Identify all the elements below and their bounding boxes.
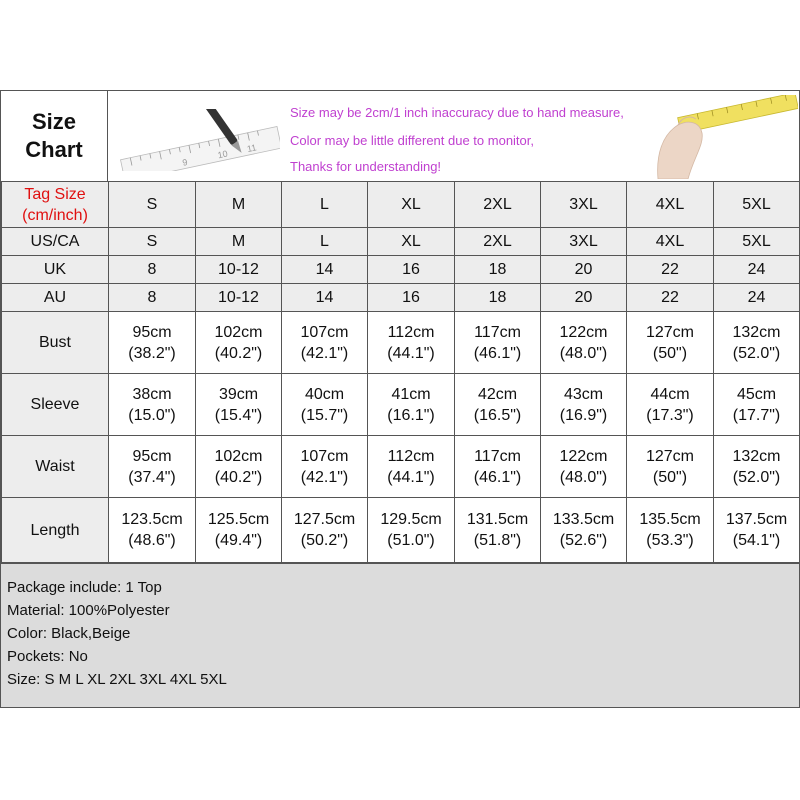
length-m-cm: 125.5cm bbox=[207, 511, 270, 528]
waist-4xl bbox=[626, 436, 713, 497]
table-row-waist bbox=[0, 436, 800, 498]
length-s-inch: (48.6") bbox=[128, 532, 176, 549]
length-xl-cm: 129.5cm bbox=[380, 511, 442, 528]
bust-3xl-cm: 122cm bbox=[559, 323, 608, 341]
au-4xl: 22 bbox=[626, 284, 713, 311]
waist-3xl bbox=[540, 436, 626, 497]
uk-3xl: 20 bbox=[540, 256, 626, 283]
sleeve-xl-cm: 41cm bbox=[391, 385, 431, 403]
tag-size-3xl: 3XL bbox=[540, 182, 626, 227]
length-2xl bbox=[454, 498, 540, 562]
sleeve-5xl-inch: (17.7") bbox=[732, 406, 781, 424]
length-m bbox=[195, 498, 281, 562]
us-ca-3xl: 3XL bbox=[540, 228, 626, 255]
note-thanks: Thanks for understanding! bbox=[290, 159, 442, 174]
ruler-number-10: 10 bbox=[216, 148, 229, 161]
sleeve-2xl bbox=[454, 374, 540, 435]
length-4xl-inch: (53.3") bbox=[646, 532, 694, 549]
waist-l-inch: (42.1") bbox=[300, 468, 349, 486]
bust-2xl bbox=[454, 312, 540, 373]
bust-m-inch: (40.2") bbox=[214, 344, 263, 362]
info-material: Material: 100%Polyester bbox=[7, 602, 170, 619]
bust-xl-inch: (44.1") bbox=[387, 344, 435, 362]
length-l bbox=[281, 498, 367, 562]
bust-4xl-cm: 127cm bbox=[645, 323, 695, 341]
au-3xl: 20 bbox=[540, 284, 626, 311]
bust-l bbox=[281, 312, 367, 373]
sleeve-4xl-cm: 44cm bbox=[650, 385, 690, 403]
tag-size-label-line-2: (cm/inch) bbox=[22, 206, 88, 224]
row-label-bust: Bust bbox=[1, 312, 108, 373]
bust-3xl bbox=[540, 312, 626, 373]
waist-4xl-inch: (50") bbox=[652, 468, 688, 486]
row-label-uk: UK bbox=[1, 256, 108, 283]
bust-5xl bbox=[713, 312, 799, 373]
row-label-sleeve: Sleeve bbox=[1, 374, 108, 435]
sleeve-2xl-cm: 42cm bbox=[477, 385, 518, 403]
row-label-waist: Waist bbox=[1, 436, 108, 497]
table-row-uk bbox=[0, 256, 800, 284]
title-line-2: Chart bbox=[25, 137, 83, 162]
waist-s-inch: (37.4") bbox=[128, 468, 176, 486]
bust-xl-cm: 112cm bbox=[387, 323, 435, 341]
sleeve-l bbox=[281, 374, 367, 435]
title-line-1: Size bbox=[31, 109, 77, 134]
us-ca-2xl: 2XL bbox=[454, 228, 540, 255]
bust-s bbox=[108, 312, 195, 373]
length-5xl-inch: (54.1") bbox=[732, 532, 781, 549]
au-2xl: 18 bbox=[454, 284, 540, 311]
sleeve-5xl bbox=[713, 374, 799, 435]
sleeve-m-cm: 39cm bbox=[218, 385, 259, 403]
bust-m-cm: 102cm bbox=[214, 323, 263, 341]
length-l-cm: 127.5cm bbox=[293, 511, 356, 528]
waist-2xl-cm: 117cm bbox=[474, 447, 521, 465]
waist-xl-cm: 112cm bbox=[387, 447, 435, 465]
ruler-number-11: 11 bbox=[246, 142, 258, 155]
au-m: 10-12 bbox=[195, 284, 281, 311]
waist-l bbox=[281, 436, 367, 497]
length-3xl-inch: (52.6") bbox=[559, 532, 608, 549]
au-l: 14 bbox=[281, 284, 367, 311]
row-label-au: AU bbox=[1, 284, 108, 311]
table-row-sleeve bbox=[0, 374, 800, 436]
tag-size-4xl: 4XL bbox=[626, 182, 713, 227]
length-m-inch: (49.4") bbox=[214, 532, 263, 549]
ruler-pen-illustration bbox=[120, 109, 280, 171]
sleeve-5xl-cm: 45cm bbox=[736, 385, 777, 403]
bust-4xl bbox=[626, 312, 713, 373]
length-s bbox=[108, 498, 195, 562]
info-sizes: Size: S M L XL 2XL 3XL 4XL 5XL bbox=[7, 671, 227, 688]
uk-2xl: 18 bbox=[454, 256, 540, 283]
row-label-us-ca: US/CA bbox=[1, 228, 108, 255]
chart-header bbox=[0, 90, 800, 182]
us-ca-xl: XL bbox=[367, 228, 454, 255]
uk-5xl: 24 bbox=[713, 256, 799, 283]
table-row-length bbox=[0, 498, 800, 563]
waist-5xl-cm: 132cm bbox=[732, 447, 781, 465]
us-ca-5xl: 5XL bbox=[713, 228, 799, 255]
sleeve-4xl bbox=[626, 374, 713, 435]
length-5xl bbox=[713, 498, 799, 562]
tag-size-label-line-1: Tag Size bbox=[24, 185, 86, 203]
waist-2xl bbox=[454, 436, 540, 497]
sleeve-m-inch: (15.4") bbox=[214, 406, 263, 424]
bust-3xl-inch: (48.0") bbox=[559, 344, 608, 362]
length-4xl-cm: 135.5cm bbox=[639, 511, 701, 528]
note-color: Color may be little different due to monitor, bbox=[290, 133, 534, 148]
uk-l: 14 bbox=[281, 256, 367, 283]
row-label-length: Length bbox=[1, 498, 108, 562]
uk-4xl: 22 bbox=[626, 256, 713, 283]
table-row-us-ca bbox=[0, 228, 800, 256]
length-4xl bbox=[626, 498, 713, 562]
chart-title bbox=[1, 91, 108, 181]
note-inaccuracy: Size may be 2cm/1 inch inaccuracy due to hand measure, bbox=[290, 105, 624, 120]
table-row-tag-size bbox=[0, 182, 800, 228]
au-xl: 16 bbox=[367, 284, 454, 311]
waist-5xl bbox=[713, 436, 799, 497]
us-ca-m: M bbox=[195, 228, 281, 255]
bust-xl bbox=[367, 312, 454, 373]
uk-xl: 16 bbox=[367, 256, 454, 283]
sleeve-s-cm: 38cm bbox=[132, 385, 172, 403]
tag-size-2xl: 2XL bbox=[454, 182, 540, 227]
waist-xl-inch: (44.1") bbox=[387, 468, 435, 486]
sleeve-4xl-inch: (17.3") bbox=[646, 406, 694, 424]
tag-size-s: S bbox=[108, 182, 195, 227]
uk-m: 10-12 bbox=[195, 256, 281, 283]
waist-3xl-inch: (48.0") bbox=[559, 468, 608, 486]
sleeve-xl-inch: (16.1") bbox=[387, 406, 435, 424]
bust-2xl-inch: (46.1") bbox=[473, 344, 522, 362]
waist-3xl-cm: 122cm bbox=[559, 447, 608, 465]
au-5xl: 24 bbox=[713, 284, 799, 311]
waist-2xl-inch: (46.1") bbox=[473, 468, 522, 486]
length-xl bbox=[367, 498, 454, 562]
waist-xl bbox=[367, 436, 454, 497]
sleeve-l-cm: 40cm bbox=[304, 385, 345, 403]
bust-4xl-inch: (50") bbox=[652, 344, 688, 362]
tag-size-m: M bbox=[195, 182, 281, 227]
info-pockets: Pockets: No bbox=[7, 648, 88, 665]
bust-s-inch: (38.2") bbox=[128, 344, 176, 362]
waist-4xl-cm: 127cm bbox=[645, 447, 695, 465]
waist-m bbox=[195, 436, 281, 497]
sleeve-l-inch: (15.7") bbox=[300, 406, 349, 424]
bust-5xl-cm: 132cm bbox=[732, 323, 781, 341]
sleeve-m bbox=[195, 374, 281, 435]
sleeve-s bbox=[108, 374, 195, 435]
tag-size-l: L bbox=[281, 182, 367, 227]
info-color: Color: Black,Beige bbox=[7, 625, 131, 642]
length-3xl-cm: 133.5cm bbox=[552, 511, 615, 528]
measurement-banner bbox=[108, 91, 799, 181]
sleeve-s-inch: (15.0") bbox=[128, 406, 176, 424]
length-3xl bbox=[540, 498, 626, 562]
info-package: Package include: 1 Top bbox=[7, 579, 162, 596]
sleeve-3xl-inch: (16.9") bbox=[559, 406, 608, 424]
bust-s-cm: 95cm bbox=[132, 323, 172, 341]
bust-5xl-inch: (52.0") bbox=[732, 344, 781, 362]
waist-s-cm: 95cm bbox=[132, 447, 172, 465]
length-s-cm: 123.5cm bbox=[121, 511, 183, 528]
sleeve-xl bbox=[367, 374, 454, 435]
us-ca-s: S bbox=[108, 228, 195, 255]
length-5xl-cm: 137.5cm bbox=[725, 511, 788, 528]
waist-m-inch: (40.2") bbox=[214, 468, 263, 486]
bust-l-inch: (42.1") bbox=[300, 344, 349, 362]
bust-2xl-cm: 117cm bbox=[474, 323, 521, 341]
tag-size-5xl: 5XL bbox=[713, 182, 799, 227]
bust-l-cm: 107cm bbox=[300, 323, 349, 341]
waist-5xl-inch: (52.0") bbox=[732, 468, 781, 486]
length-2xl-cm: 131.5cm bbox=[466, 511, 529, 528]
uk-s: 8 bbox=[108, 256, 195, 283]
sleeve-2xl-inch: (16.5") bbox=[473, 406, 522, 424]
hand-tape-measure-illustration bbox=[638, 95, 798, 179]
sleeve-3xl-cm: 43cm bbox=[563, 385, 604, 403]
length-xl-inch: (51.0") bbox=[387, 532, 435, 549]
us-ca-4xl: 4XL bbox=[626, 228, 713, 255]
us-ca-l: L bbox=[281, 228, 367, 255]
product-info bbox=[0, 563, 800, 708]
au-s: 8 bbox=[108, 284, 195, 311]
waist-s bbox=[108, 436, 195, 497]
waist-l-cm: 107cm bbox=[300, 447, 349, 465]
sleeve-3xl bbox=[540, 374, 626, 435]
bust-m bbox=[195, 312, 281, 373]
length-2xl-inch: (51.8") bbox=[473, 532, 522, 549]
row-label-tag-size bbox=[1, 182, 108, 227]
table-row-au bbox=[0, 284, 800, 312]
tag-size-xl: XL bbox=[367, 182, 454, 227]
waist-m-cm: 102cm bbox=[214, 447, 263, 465]
table-row-bust bbox=[0, 312, 800, 374]
length-l-inch: (50.2") bbox=[300, 532, 349, 549]
ruler-number-9: 9 bbox=[181, 157, 189, 168]
